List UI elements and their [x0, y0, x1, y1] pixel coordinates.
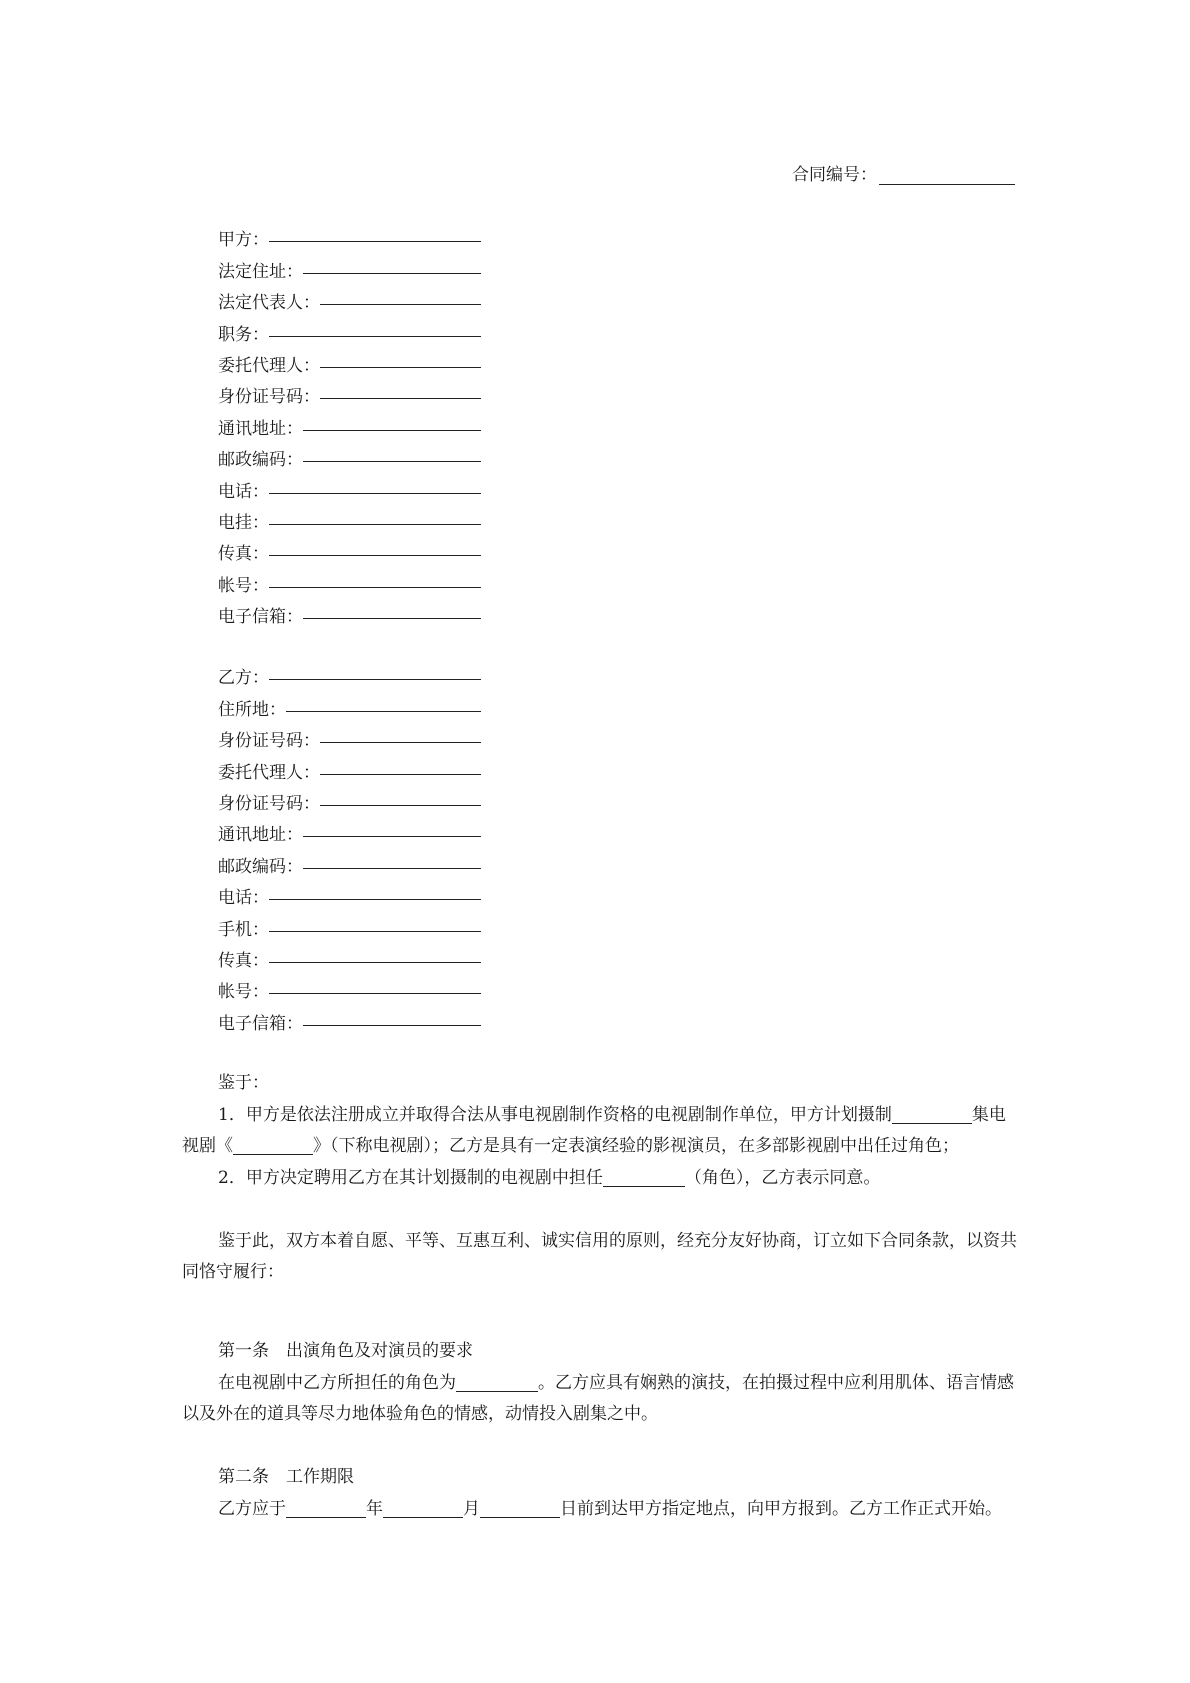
party-b-field-blank[interactable] [269, 975, 481, 994]
party-b-field-row [218, 688, 518, 719]
episodes-blank[interactable] [892, 1105, 972, 1124]
party-a-field-label: 电挂： [218, 512, 269, 533]
party-a-field-blank[interactable] [269, 223, 481, 242]
party-b-field-label: 委托代理人： [218, 762, 320, 783]
party-a-field-row [218, 376, 518, 407]
party-a-field-row [218, 313, 518, 344]
party-a-field-row [218, 250, 518, 281]
party-b-field-label: 电子信箱： [218, 1013, 303, 1034]
whereas-section [182, 1068, 1022, 1289]
article-2-title: 第二条 工作期限 [218, 1467, 354, 1487]
party-b-field-blank[interactable] [320, 787, 481, 806]
party-b-block [218, 657, 518, 1034]
article-2 [182, 1462, 1022, 1525]
party-b-field-label: 传真： [218, 950, 269, 971]
party-a-field-blank[interactable] [303, 255, 481, 274]
party-a-field-row [218, 282, 518, 313]
party-a-field-blank[interactable] [303, 443, 481, 462]
article-1-text [182, 1368, 1022, 1431]
party-b-field-blank[interactable] [320, 756, 481, 775]
party-a-field-label: 法定住址： [218, 261, 303, 282]
day-blank[interactable] [480, 1499, 560, 1518]
article-1 [182, 1336, 1022, 1431]
agreement-paragraph: 鉴于此，双方本着自愿、平等、互惠互利、诚实信用的原则，经充分友好协商，订立如下合同条款，以资共同恪守履行： [182, 1230, 1017, 1282]
party-b-field-label: 通讯地址： [218, 825, 303, 846]
party-b-field-label: 乙方： [218, 668, 269, 689]
party-b-field-label: 帐号： [218, 982, 269, 1003]
party-a-field-blank[interactable] [269, 537, 481, 556]
party-b-field-blank[interactable] [320, 724, 481, 743]
party-a-field-label: 甲方： [218, 230, 269, 251]
party-b-field-row [218, 657, 518, 688]
party-a-field-row [218, 219, 518, 250]
month-label: 月 [463, 1498, 480, 1519]
party-b-field-label: 身份证号码： [218, 793, 320, 814]
article-2-text-a: 乙方应于 [218, 1498, 286, 1519]
article-1-text-a: 在电视剧中乙方所担任的角色为 [218, 1372, 456, 1393]
party-b-field-row [218, 751, 518, 782]
party-a-field-row [218, 439, 518, 470]
party-b-field-label: 电话： [218, 888, 269, 909]
whereas-item-1 [182, 1100, 1022, 1163]
party-a-field-row [218, 596, 518, 627]
party-b-field-row [218, 1002, 518, 1033]
party-b-field-row [218, 814, 518, 845]
party-a-field-label: 帐号： [218, 575, 269, 596]
party-b-field-blank[interactable] [303, 818, 481, 837]
party-a-field-label: 身份证号码： [218, 387, 320, 408]
party-a-field-row [218, 502, 518, 533]
party-b-field-row [218, 908, 518, 939]
whereas-heading: 鉴于： [218, 1073, 269, 1093]
party-a-field-row [218, 345, 518, 376]
party-a-field-label: 职务： [218, 324, 269, 345]
article-1-title: 第一条 出演角色及对演员的要求 [218, 1341, 473, 1361]
party-b-field-row [218, 971, 518, 1002]
party-a-block [218, 219, 518, 627]
party-b-field-label: 住所地： [218, 699, 286, 720]
party-a-field-blank[interactable] [320, 349, 481, 368]
party-a-field-label: 电子信箱： [218, 607, 303, 628]
party-a-field-label: 传真： [218, 544, 269, 565]
party-b-field-blank[interactable] [286, 693, 481, 712]
party-a-field-label: 电话： [218, 481, 269, 502]
drama-title-blank[interactable] [233, 1136, 313, 1155]
party-a-field-blank[interactable] [320, 286, 481, 305]
party-b-field-blank[interactable] [269, 661, 481, 680]
party-a-field-row [218, 470, 518, 501]
party-b-field-row [218, 720, 518, 751]
party-a-field-label: 邮政编码： [218, 450, 303, 471]
article-2-text-b: 日前到达甲方指定地点，向甲方报到。乙方工作正式开始。 [560, 1498, 1002, 1519]
party-a-field-blank[interactable] [303, 600, 481, 619]
whereas-item-2-text-b: （角色），乙方表示同意。 [684, 1167, 881, 1188]
party-b-field-blank[interactable] [269, 944, 481, 963]
whereas-item-1-text-a: 1．甲方是依法注册成立并取得合法从事电视剧制作资格的电视剧制作单位，甲方计划摄制 [218, 1104, 892, 1125]
party-b-field-row [218, 877, 518, 908]
party-a-field-label: 委托代理人： [218, 355, 320, 376]
month-blank[interactable] [383, 1499, 463, 1518]
party-b-field-blank[interactable] [269, 913, 481, 932]
contract-number [792, 160, 1015, 185]
party-a-field-blank[interactable] [269, 475, 481, 494]
whereas-item-1-text-c: 》（下称电视剧）；乙方是具有一定表演经验的影视演员，在多部影视剧中出任过角色； [313, 1136, 959, 1156]
contract-number-label: 合同编号： [792, 165, 877, 185]
party-b-field-row [218, 845, 518, 876]
party-b-field-row [218, 783, 518, 814]
party-a-field-blank[interactable] [269, 506, 481, 525]
party-a-field-blank[interactable] [303, 412, 481, 431]
article-1-text-b: 。乙方应具有娴熟的演技，在拍摄过程中应利用肌体、语言情感以及外在的道具等尽力地体验角色的情感，动情投入剧集之中。 [182, 1372, 1014, 1424]
whereas-item-2 [182, 1163, 1022, 1195]
party-a-field-row [218, 564, 518, 595]
year-label: 年 [366, 1498, 383, 1519]
contract-number-blank[interactable] [879, 166, 1015, 185]
party-b-field-row [218, 940, 518, 971]
year-blank[interactable] [286, 1499, 366, 1518]
party-a-field-blank[interactable] [269, 569, 481, 588]
whereas-item-1-text-b: 集电视剧《 [182, 1104, 1006, 1156]
party-a-field-row [218, 533, 518, 564]
party-a-field-label: 通讯地址： [218, 418, 303, 439]
party-b-field-blank[interactable] [303, 850, 481, 869]
party-a-field-label: 法定代表人： [218, 293, 320, 314]
role-blank[interactable] [603, 1168, 685, 1187]
party-b-field-label: 身份证号码： [218, 731, 320, 752]
party-b-field-label: 手机： [218, 919, 269, 940]
party-b-field-blank[interactable] [303, 1007, 481, 1026]
party-a-field-row [218, 407, 518, 438]
party-b-field-blank[interactable] [269, 881, 481, 900]
party-a-field-blank[interactable] [320, 380, 481, 399]
whereas-item-2-text-a: 2．甲方决定聘用乙方在其计划摄制的电视剧中担任 [218, 1167, 603, 1188]
party-a-field-blank[interactable] [269, 318, 481, 337]
article-2-text [182, 1494, 1022, 1526]
party-b-field-label: 邮政编码： [218, 856, 303, 877]
article-1-role-blank[interactable] [456, 1373, 538, 1392]
